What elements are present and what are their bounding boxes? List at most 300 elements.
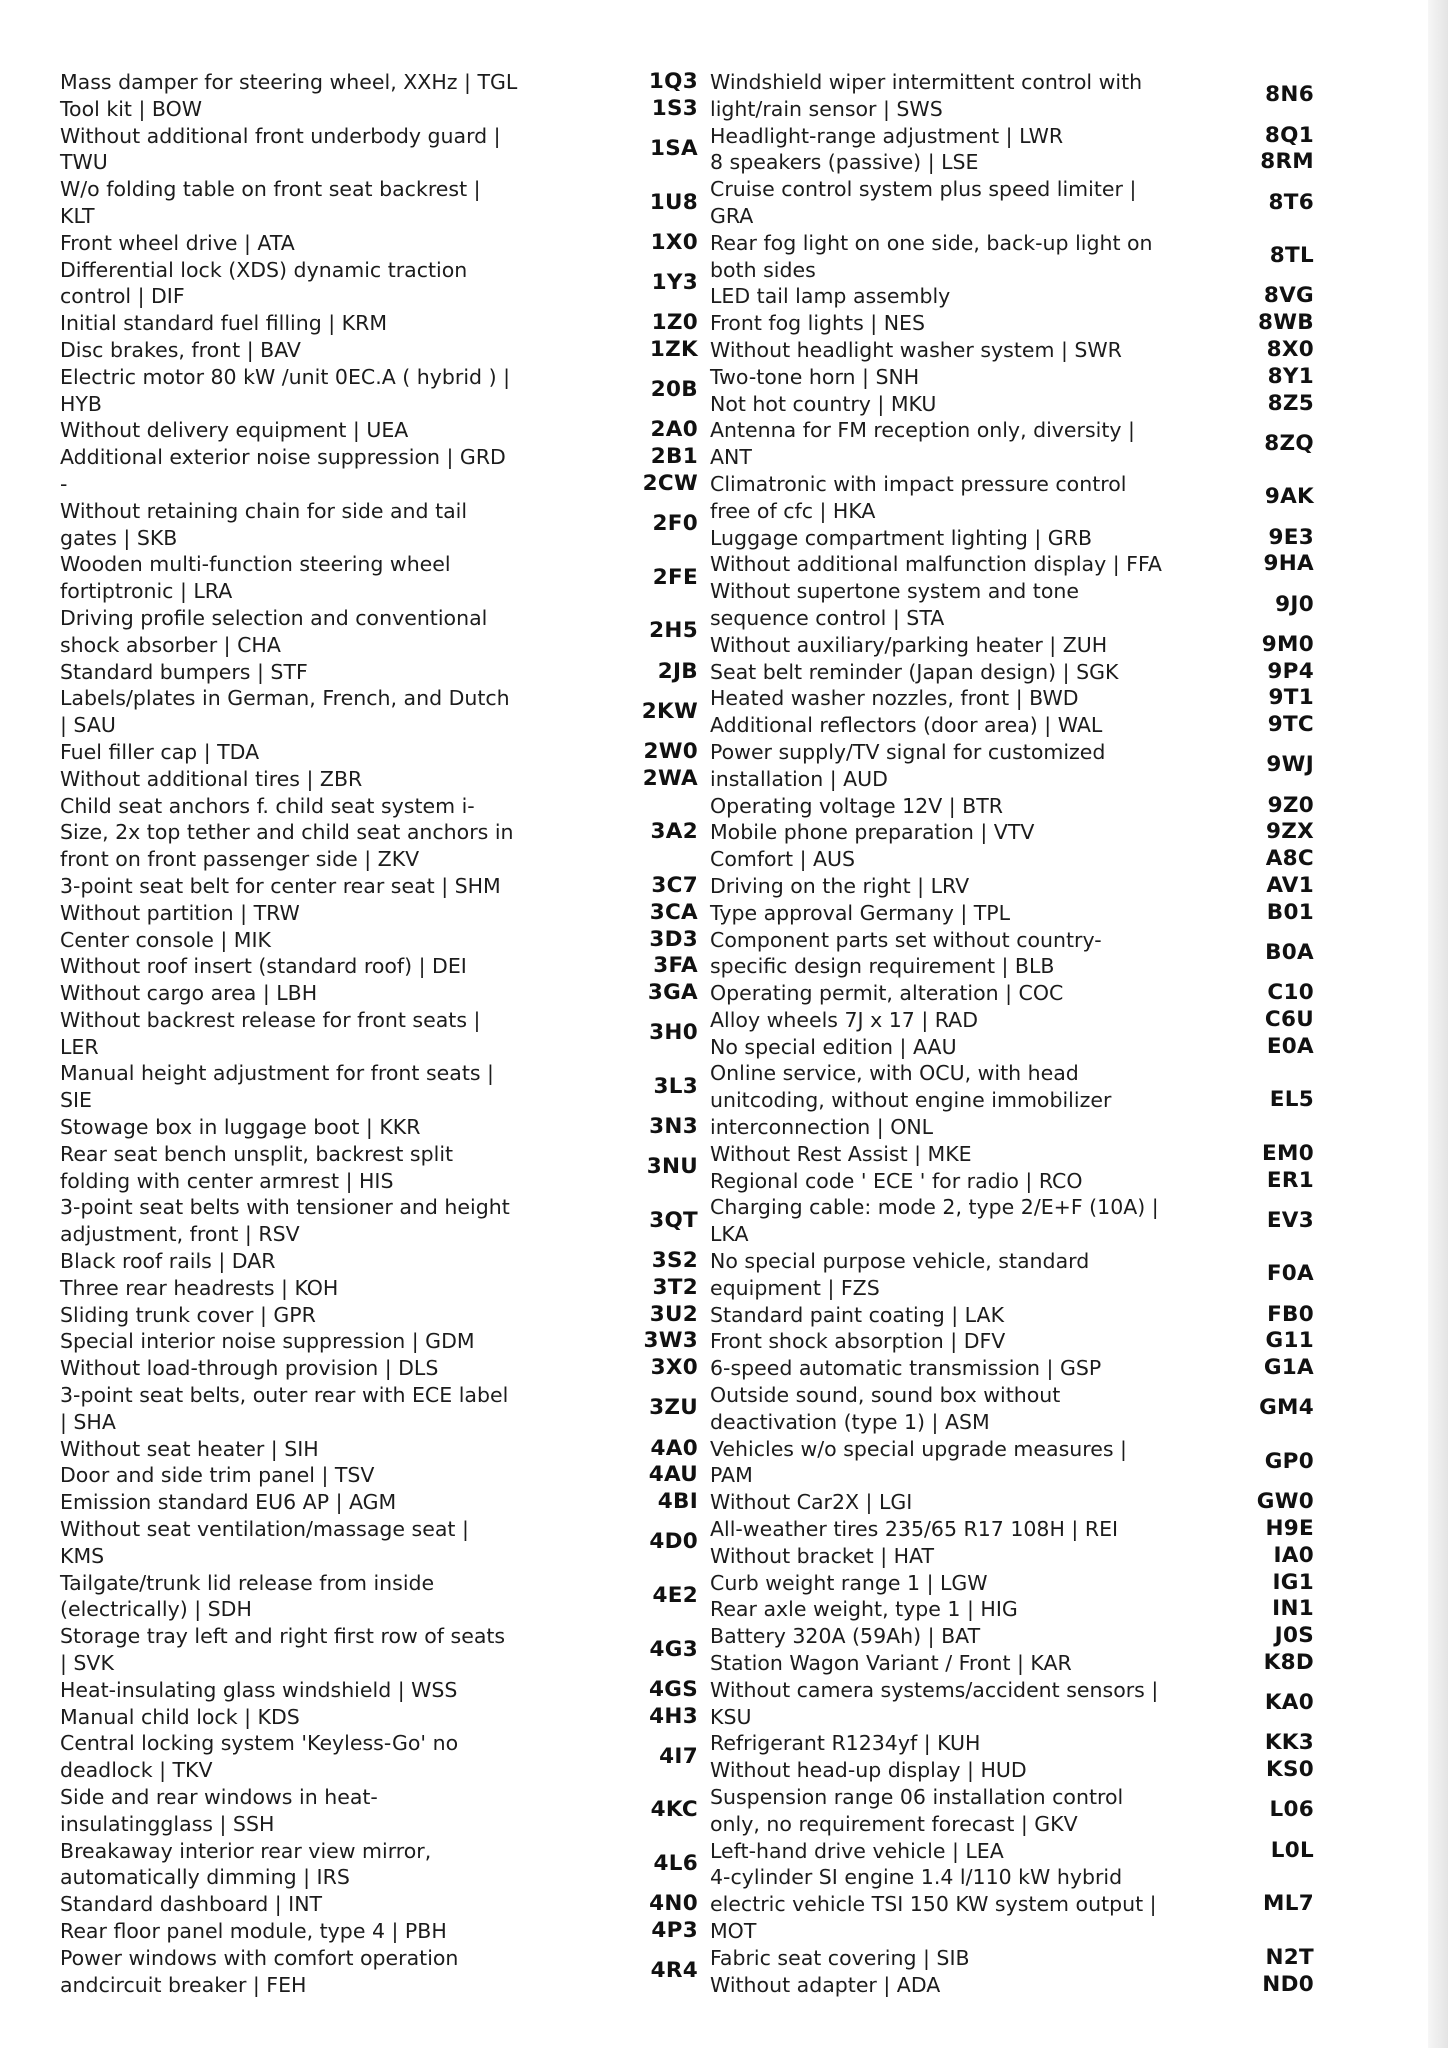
option-code: 8TL [1269,243,1314,269]
option-code: 8RM [1260,149,1314,175]
option-code: 9AK [1264,484,1314,510]
option-description [60,1141,626,1195]
option-description [60,1516,626,1570]
option-description [60,1891,626,1918]
option-code: 20B [650,377,698,403]
option-row [710,283,1314,310]
option-description [60,123,626,177]
option-row [710,1543,1314,1570]
description-line: Without additional tires | ZBR [60,766,363,791]
option-description [710,819,1242,846]
description-line: deadlock | TKV [60,1758,213,1783]
option-description [710,337,1242,364]
option-row [710,1596,1314,1623]
option-description [710,1543,1242,1570]
option-row [60,123,698,177]
description-line: Refrigerant R1234yf | KUH [710,1731,981,1756]
option-description [60,1704,626,1731]
option-code: 3NU [646,1154,698,1180]
option-code: 8N6 [1265,82,1314,108]
option-description [60,257,626,311]
description-line: 8 speakers (passive) | LSE [710,150,979,175]
option-row [710,739,1314,793]
description-line: Curb weight range 1 | LGW [710,1570,988,1595]
option-description [60,793,626,873]
description-line: Not hot country | MKU [710,391,937,416]
option-description [710,927,1242,981]
description-line: Antenna for FM reception only, diversity | [710,418,1135,443]
description-line: electric vehicle TSI 150 KW system output | [710,1892,1157,1917]
description-line: Storage tray left and right first row of seats [60,1624,506,1649]
option-description [710,632,1242,659]
option-description [60,1436,626,1463]
option-row [710,69,1314,123]
option-code: 2JB [657,658,698,684]
option-description [710,1730,1242,1757]
option-code: 2A0 [650,417,698,443]
description-line: Operating voltage 12V | BTR [710,793,1003,818]
option-description [710,1248,1242,1302]
option-row [710,1355,1314,1382]
description-line: Tool kit | BOW [60,96,202,121]
description-line: Without additional front underbody guard | [60,123,501,148]
option-row [60,1382,698,1436]
option-description [710,230,1242,284]
option-code: 2H5 [649,618,698,644]
option-description [60,337,626,364]
option-description [60,1570,626,1624]
option-row [710,176,1314,230]
option-row [60,953,698,980]
description-line: Fabric seat covering | SIB [710,1945,970,1970]
option-row [60,1704,698,1731]
option-row [710,364,1314,391]
option-row [60,1730,698,1784]
description-line: automatically dimming | IRS [60,1865,350,1890]
option-row [60,69,698,96]
option-code: 8X0 [1266,336,1314,362]
option-description [60,605,626,659]
description-line: shock absorber | CHA [60,632,281,657]
description-line: Online service, with OCU, with head [710,1061,1079,1086]
option-code: 3QT [649,1207,698,1233]
option-row [60,1355,698,1382]
description-line: Comfort | AUS [710,847,856,872]
option-code: L06 [1269,1797,1314,1823]
option-row [60,1141,698,1195]
option-row [60,257,698,311]
description-line: Manual height adjustment for front seats | [60,1061,494,1086]
description-line: both sides [710,257,816,282]
option-row [710,659,1314,686]
option-code: 2WA [642,765,698,791]
description-line: Luggage compartment lighting | GRB [710,525,1093,550]
description-line: Without cargo area | LBH [60,981,318,1006]
option-row [60,1462,698,1489]
description-line: Alloy wheels 7J x 17 | RAD [710,1007,978,1032]
left-option-table [60,69,698,1998]
option-description [710,1570,1242,1597]
option-row [60,551,698,605]
option-code: KS0 [1265,1757,1314,1783]
option-row [710,1730,1314,1757]
description-line: 4-cylinder SI engine 1.4 l/110 kW hybrid [710,1865,1123,1890]
option-code: N2T [1265,1944,1314,1970]
option-row [60,739,698,766]
option-code: E0A [1266,1033,1314,1059]
option-row [60,1489,698,1516]
description-line: Mass damper for steering wheel, XXHz | TGL [60,70,518,94]
option-description [710,283,1242,310]
option-description [710,364,1242,391]
option-row [710,149,1314,176]
option-description [60,230,626,257]
option-row [60,873,698,900]
option-row [60,766,698,793]
option-description [710,578,1242,632]
option-row [710,873,1314,900]
option-code: B01 [1266,899,1314,925]
option-code: 9TC [1267,712,1314,738]
option-code: IG1 [1272,1569,1314,1595]
option-code: 4N0 [649,1891,698,1917]
option-description [60,1194,626,1248]
option-description [710,1757,1242,1784]
option-code: 3CA [649,899,698,925]
option-code: 8T6 [1268,189,1314,215]
option-code: 9Z0 [1267,792,1314,818]
description-line: Driving profile selection and conventional [60,605,488,630]
option-code: G1A [1263,1355,1314,1381]
option-code: 3U2 [649,1301,698,1327]
option-row [710,1489,1314,1516]
description-line: Cruise control system plus speed limiter | [710,177,1137,202]
option-description [60,873,626,900]
description-line: Differential lock (XDS) dynamic traction [60,257,468,282]
description-line: Electric motor 80 kW /unit 0EC.A ( hybrid ) | [60,364,511,389]
description-line: KLT [60,203,95,228]
description-line: Without adapter | ADA [710,1972,941,1997]
option-description [710,685,1242,712]
description-line: adjustment, front | RSV [60,1222,300,1247]
description-line: Without auxiliary/parking heater | ZUH [710,632,1108,657]
option-code: 9T1 [1268,685,1314,711]
description-line: Without delivery equipment | UEA [60,418,409,443]
option-code: IA0 [1273,1542,1314,1568]
option-code: ND0 [1262,1971,1314,1997]
option-row [710,980,1314,1007]
option-row [710,417,1314,471]
option-code: ML7 [1263,1891,1314,1917]
description-line: Charging cable: mode 2, type 2/E+F (10A) | [710,1195,1159,1220]
description-line: Left-hand drive vehicle | LEA [710,1838,1004,1863]
description-line: Without bracket | HAT [710,1543,935,1568]
option-row [710,1034,1314,1061]
option-row [60,1918,698,1945]
option-description [60,310,626,337]
option-row [710,1302,1314,1329]
option-row [60,1194,698,1248]
option-row [60,310,698,337]
option-description [710,1623,1242,1650]
description-line: Windshield wiper intermittent control with [710,70,1143,94]
option-description [710,1060,1242,1140]
option-row [60,364,698,418]
option-code: 2CW [642,470,698,496]
option-row [710,793,1314,820]
description-line: Without Rest Assist | MKE [710,1141,972,1166]
description-line: Regional code ' ECE ' for radio | RCO [710,1168,1083,1193]
description-line: Mobile phone preparation | VTV [710,820,1035,845]
option-description [710,417,1242,471]
description-line: interconnection | ONL [710,1115,934,1140]
option-description [60,953,626,980]
option-description [710,1007,1242,1034]
option-row [710,1570,1314,1597]
option-description [60,1784,626,1838]
option-description [60,659,626,686]
option-description [710,1302,1242,1329]
option-code: K8D [1263,1650,1314,1676]
option-description [710,659,1242,686]
option-code: 4I7 [659,1743,698,1769]
option-row [60,900,698,927]
description-line: Breakaway interior rear view mirror, [60,1838,432,1863]
description-line: Component parts set without country- [710,927,1102,952]
option-description [710,471,1242,525]
description-line: Additional reflectors (door area) | WAL [710,713,1103,738]
option-row [710,1516,1314,1543]
option-row [60,1302,698,1329]
option-row [710,1784,1314,1838]
option-description [710,846,1242,873]
option-description [60,417,626,444]
option-row [60,444,698,471]
description-line: Manual child lock | KDS [60,1704,300,1729]
description-line: Standard bumpers | STF [60,659,308,684]
description-line: gates | SKB [60,525,178,550]
option-row [710,1168,1314,1195]
description-line: No special edition | AAU [710,1034,957,1059]
option-code: B0A [1265,939,1314,965]
option-code: EV3 [1266,1207,1314,1233]
option-code: 9ZX [1265,819,1314,845]
option-row [710,471,1314,525]
option-description [710,525,1242,552]
description-line: Suspension range 06 installation control [710,1785,1124,1809]
description-line: Wooden multi-function steering wheel [60,552,451,577]
option-row [60,96,698,123]
option-description [710,551,1242,578]
description-line: front on front passenger side | ZKV [60,847,420,872]
option-code: 2B1 [650,444,698,470]
option-row [710,685,1314,712]
option-code: 8ZQ [1264,430,1314,456]
description-line: specific design requirement | BLB [710,954,1055,979]
option-description [60,1918,626,1945]
option-row [60,498,698,552]
option-description [710,1972,1242,1999]
option-description [710,1650,1242,1677]
description-line: 3-point seat belts with tensioner and height [60,1195,510,1220]
option-description [60,364,626,418]
option-description [60,471,626,498]
option-description [60,1114,626,1141]
option-row [710,1436,1314,1490]
description-line: Without seat heater | SIH [60,1436,319,1461]
option-description [710,1677,1242,1731]
option-row [710,1328,1314,1355]
scan-edge [1428,0,1448,2048]
option-row [60,793,698,873]
option-code: 4L6 [653,1850,698,1876]
option-row [710,1945,1314,1972]
description-line: Without backrest release for front seats | [60,1007,481,1032]
description-line: Without partition | TRW [60,900,300,925]
option-row [60,230,698,257]
description-line: Without additional malfunction display | FFA [710,552,1162,577]
option-description [710,1168,1242,1195]
option-row [60,1891,698,1918]
description-line: Climatronic with impact pressure control [710,471,1127,496]
option-code: KA0 [1264,1690,1314,1716]
option-code: 3L3 [653,1073,698,1099]
option-row [710,846,1314,873]
option-description [60,1060,626,1114]
option-code: 3X0 [650,1355,698,1381]
description-line: Sliding trunk cover | GPR [60,1302,316,1327]
option-code: 3GA [647,980,698,1006]
option-row [60,176,698,230]
description-line: Standard dashboard | INT [60,1892,323,1917]
option-description [60,1489,626,1516]
description-line: insulatingglass | SSH [60,1811,275,1836]
option-row [60,417,698,444]
description-line: 3-point seat belt for center rear seat | SHM [60,873,501,898]
option-code: AV1 [1266,872,1314,898]
option-description [60,739,626,766]
option-row [710,123,1314,150]
option-code: 1ZK [649,336,698,362]
option-row [60,1838,698,1892]
description-line: Additional exterior noise suppression | GRD [60,445,506,470]
option-description [60,1355,626,1382]
description-line: Without load-through provision | DLS [60,1356,439,1381]
option-description [710,1596,1242,1623]
option-code: 1S3 [651,95,698,121]
description-line: Black roof rails | DAR [60,1249,276,1274]
option-code: 2KW [641,698,698,724]
option-row [710,578,1314,632]
description-line: Side and rear windows in heat- [60,1785,378,1809]
option-code: 1SA [650,135,698,161]
option-code: 8VG [1263,283,1314,309]
option-row [710,712,1314,739]
option-description [710,391,1242,418]
option-description [710,149,1242,176]
description-line: unitcoding, without engine immobilizer [710,1088,1112,1113]
description-line: TWU [60,150,108,175]
description-line: W/o folding table on front seat backrest | [60,177,481,202]
option-description [60,1382,626,1436]
option-code: 1Q3 [648,69,698,94]
option-row [60,927,698,954]
description-line: Rear floor panel module, type 4 | PBH [60,1918,447,1943]
description-line: Without headlight washer system | SWR [710,337,1122,362]
option-row [710,1623,1314,1650]
description-line: light/rain sensor | SWS [710,96,943,121]
description-line: only, no requirement forecast | GKV [710,1811,1078,1836]
description-line: Rear axle weight, type 1 | HIG [710,1597,1018,1622]
option-code: GM4 [1259,1395,1314,1421]
option-row [710,927,1314,981]
description-line: Heat-insulating glass windshield | WSS [60,1677,458,1702]
option-description [60,1623,626,1677]
description-line: Without seat ventilation/massage seat | [60,1517,469,1542]
option-row [710,525,1314,552]
option-code: 3D3 [649,926,698,952]
option-row [710,1677,1314,1731]
option-description [60,1328,626,1355]
option-description [60,766,626,793]
description-line: Central locking system 'Keyless-Go' no [60,1731,459,1756]
description-line: Emission standard EU6 AP | AGM [60,1490,397,1515]
option-code: 1Z0 [651,310,698,336]
option-description [710,1516,1242,1543]
option-code: 4BI [657,1489,698,1515]
option-row [60,1623,698,1677]
option-row [60,1060,698,1114]
description-line: equipment | FZS [710,1275,880,1300]
description-line: Initial standard fuel filling | KRM [60,311,388,336]
option-code: 9WJ [1266,752,1314,778]
description-line: Front wheel drive | ATA [60,230,295,255]
option-code: 4D0 [649,1529,698,1555]
option-code: 4A0 [650,1435,698,1461]
option-code: ER1 [1266,1167,1314,1193]
option-code: GP0 [1264,1449,1314,1475]
option-description [60,1007,626,1061]
option-row [710,1972,1314,1999]
option-row [60,1007,698,1061]
option-description [60,980,626,1007]
option-code: G11 [1265,1328,1314,1354]
option-row [60,337,698,364]
option-description [710,1034,1242,1061]
option-code: 9J0 [1275,591,1314,617]
description-line: (electrically) | SDH [60,1597,252,1622]
option-code: 8WB [1258,310,1314,336]
option-code: 3C7 [651,872,698,898]
option-row [710,337,1314,364]
description-line: installation | AUD [710,766,888,791]
option-description [60,1730,626,1784]
description-line: Seat belt reminder (Japan design) | SGK [710,659,1119,684]
option-row [710,1650,1314,1677]
option-code: GW0 [1256,1489,1314,1515]
option-description [60,685,626,739]
option-code: A8C [1265,846,1314,872]
option-description [710,310,1242,337]
option-code: 3W3 [643,1328,698,1354]
option-code: 8Q1 [1264,122,1314,148]
description-line: GRA [710,203,754,228]
option-code: KK3 [1264,1730,1314,1756]
option-code: 4G3 [649,1636,698,1662]
description-line: control | DIF [60,284,185,309]
option-row [60,659,698,686]
option-code: 4AU [648,1462,698,1488]
